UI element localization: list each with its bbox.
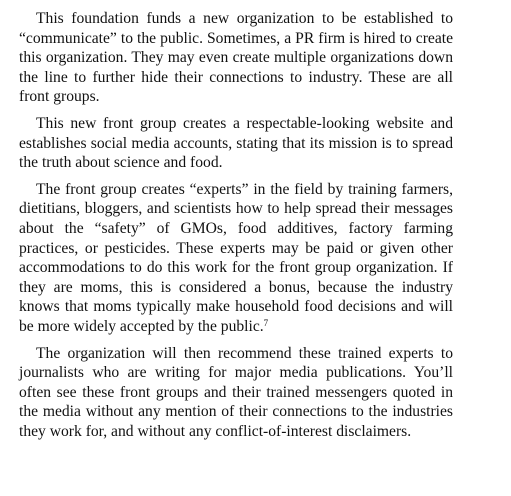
paragraph-1-text: This foundation funds a new organization to be established to “communicate” to the public. Sometimes, a PR firm is hired to create this organization. They may even create multiple organizations down the line to further hide their connections to industry. These are all front groups. bbox=[19, 10, 453, 106]
paragraph-2-text: This new front group creates a respectable-looking website and establishes social media accounts, stating that its mission is to spread the truth about science and food. bbox=[19, 114, 453, 172]
paragraph-1 bbox=[19, 9, 453, 107]
paragraph-4-text: The organization will then recommend these trained experts to journalists who are writing for major media publications. You’ll often see these front groups and their trained messengers quoted in the media without any mention of their connections to the industries they work for, and without any conflict-of-interest disclaimers. bbox=[19, 344, 453, 440]
paragraph-3 bbox=[19, 180, 453, 337]
paragraph-3-text: The front group creates “experts” in the field by training farmers, dietitians, bloggers, and scientists how to help spread their messages about the “safety” of GMOs, food additives, factory farming practices, or pesticides. These experts may be paid or given other accommodations to do this work for the front group organization. If they are moms, this is considered a bonus, because the industry knows that moms typically make household food decisions and will be more widely accepted by the public. bbox=[19, 180, 453, 335]
document-page bbox=[19, 9, 453, 441]
footnote-marker[interactable]: 7 bbox=[263, 317, 269, 328]
paragraph-2 bbox=[19, 114, 453, 173]
paragraph-4 bbox=[19, 344, 453, 442]
